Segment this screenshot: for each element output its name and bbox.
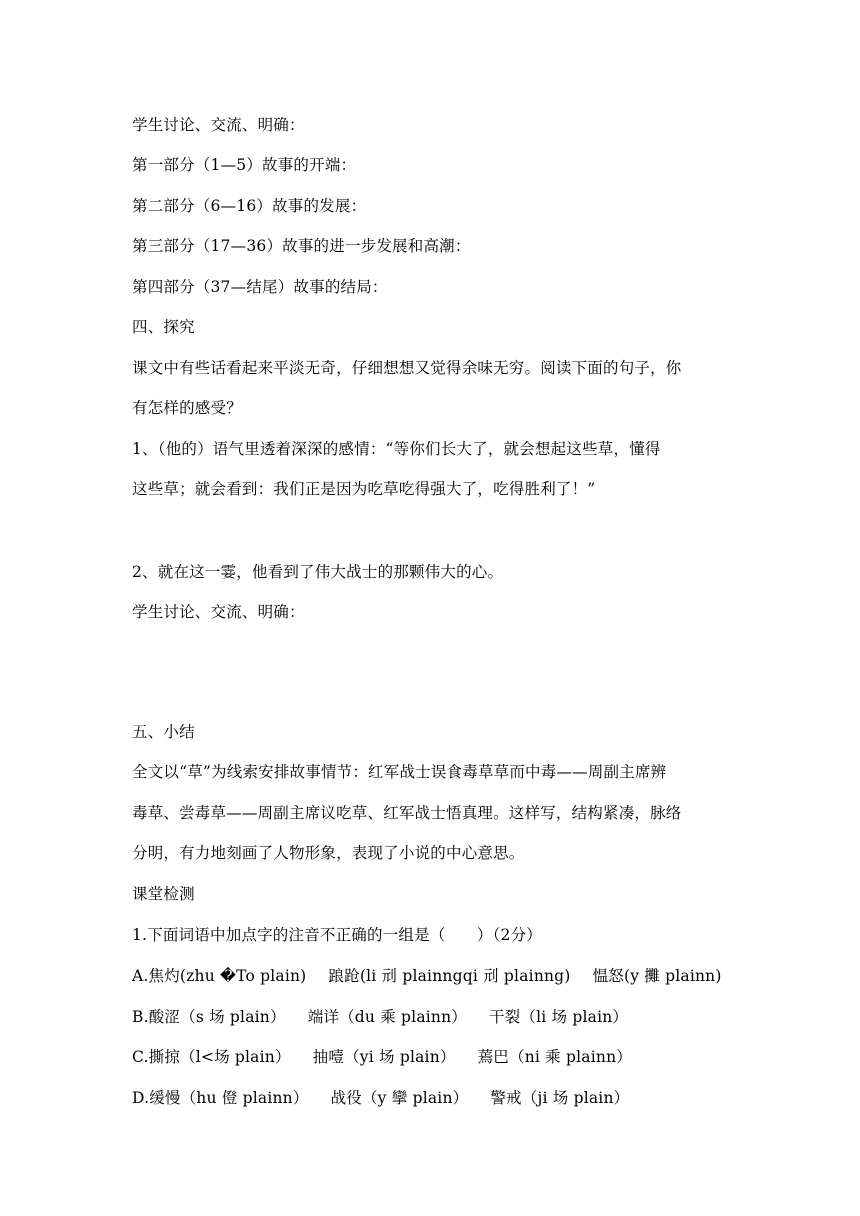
option-a-word-1: A.焦灼(zhu �To plain) xyxy=(132,967,307,985)
summary-line-1: 全文以“草”为线索安排故事情节：红军战士误食毒草草而中毒——周副主席辨 xyxy=(132,763,667,781)
discussion-heading-2: 学生讨论、交流、明确： xyxy=(132,603,305,621)
part-two-line: 第二部分（6—16）故事的发展： xyxy=(132,197,367,215)
summary-line-3: 分明，有力地刻画了人物形象，表现了小说的中心意思。 xyxy=(132,844,525,862)
sentence-two-line: 2、就在这一霎，他看到了伟大战士的那颗伟大的心。 xyxy=(132,563,504,581)
summary-line-2: 毒草、尝毒草——周副主席议吃草、红军战士悟真理。这样写，结构紧凑，脉络 xyxy=(132,804,682,822)
class-test-heading: 课堂检测 xyxy=(132,885,195,903)
option-d-word-1: D.缓慢（hu 僜 plainn） xyxy=(132,1089,309,1107)
option-d-word-2: 战役（y 攣 plain） xyxy=(330,1089,469,1107)
option-a xyxy=(132,966,722,986)
part-four-line: 第四部分（37—结尾）故事的结局： xyxy=(132,278,388,296)
sentence-one-line-1: 1、（他的）语气里透着深深的感情：“等你们长大了，就会想起这些草，懂得 xyxy=(132,440,661,458)
option-a-word-2: 踉跄(li 刓 plainngqi 刓 plainng) xyxy=(328,967,571,985)
option-c xyxy=(132,1047,632,1067)
part-three-line: 第三部分（17—36）故事的进一步发展和高潮： xyxy=(132,237,471,255)
option-c-word-1: C.撕掠（l<场 plain） xyxy=(132,1048,291,1066)
part-one-line: 第一部分（1—5）故事的开端： xyxy=(132,156,357,174)
option-d-word-3: 警戒（ji 场 plain） xyxy=(490,1089,630,1107)
option-b-word-3: 干裂（li 场 plain） xyxy=(489,1008,629,1026)
option-b xyxy=(132,1007,628,1027)
option-c-word-2: 抽噎（yi 场 plain） xyxy=(312,1048,456,1066)
section-four-heading: 四、探究 xyxy=(132,318,195,336)
option-a-word-3: 愠怒(y 攤 plainn) xyxy=(592,967,722,985)
discussion-heading: 学生讨论、交流、明确： xyxy=(132,116,305,134)
option-c-word-3: 蔫巴（ni 乘 plainn） xyxy=(477,1048,632,1066)
sentence-one-line-2: 这些草；就会看到：我们正是因为吃草吃得强大了，吃得胜利了！” xyxy=(132,480,596,498)
option-b-word-1: B.酸涩（s 场 plain） xyxy=(132,1008,286,1026)
explore-intro-line-2: 有怎样的感受？ xyxy=(132,399,242,417)
section-five-heading: 五、小结 xyxy=(132,723,195,741)
option-b-word-2: 端详（du 乘 plainn） xyxy=(307,1008,467,1026)
explore-intro-line-1: 课文中有些话看起来平淡无奇，仔细想想又觉得余味无穷。阅读下面的句子，你 xyxy=(132,359,682,377)
option-d xyxy=(132,1088,629,1108)
question-one: 1.下面词语中加点字的注音不正确的一组是（ ）（2分） xyxy=(132,926,543,944)
